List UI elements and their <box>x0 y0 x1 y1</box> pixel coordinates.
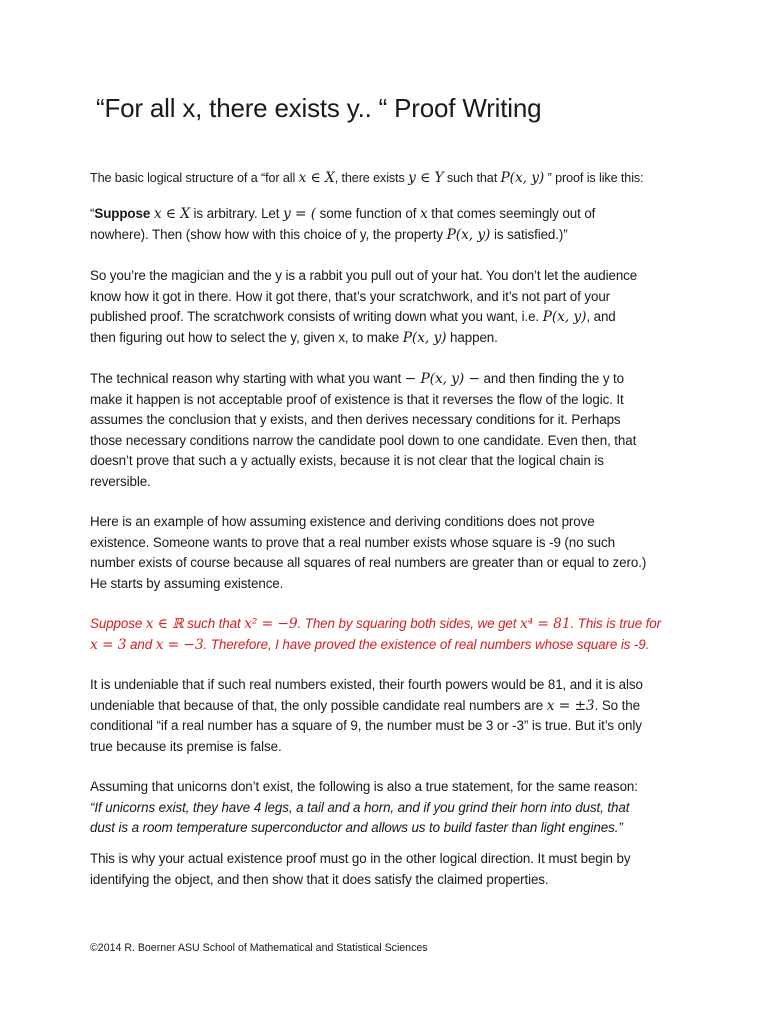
math-expression: x ∈ ℝ <box>145 616 184 632</box>
text-line: It is undeniable that if such real numbers existed, their fourth powers would be 81, and it is also <box>90 677 643 692</box>
text-line: This is why your actual existence proof must go in the other logical direction. It must begin by <box>90 851 631 866</box>
text-line <box>90 635 661 656</box>
text-line <box>90 696 643 717</box>
text-line: true because its premise is false. <box>90 738 282 754</box>
math-expression: P(x, y) <box>402 329 447 346</box>
text-run: happen. <box>446 329 498 345</box>
magician-paragraph <box>90 266 637 348</box>
text-line: So you’re the magician and the y is a rabbit you pull out of your hat. You don’t let the audience <box>90 268 638 283</box>
text-run: . This is true for <box>570 616 661 631</box>
text-run: such that <box>443 171 501 185</box>
intro-paragraph <box>90 168 644 189</box>
copyright-footer: ©2014 R. Boerner ASU School of Mathematical and Statistical Sciences <box>90 942 428 954</box>
page-title: “For all x, there exists y.. “ Proof Writing <box>96 93 542 123</box>
math-expression: x ∈ X <box>298 170 335 186</box>
text-run: . Therefore, I have proved the existence of real numbers whose square is -9. <box>203 636 650 652</box>
math-expression: x² = −9 <box>244 616 298 632</box>
text-run: undeniable that because of that, the only possible candidate real numbers are <box>90 697 547 713</box>
math-expression: y = ( <box>283 206 317 222</box>
text-run: ” proof is like this: <box>544 171 644 185</box>
text-line: conditional “if a real number has a square of 9, the number must be 3 or -3” is true. But it’s only <box>90 718 642 733</box>
math-expression: x = ±3 <box>546 697 595 714</box>
undeniable-paragraph <box>90 675 643 757</box>
text-run: and <box>126 636 156 652</box>
flawed-proof-example <box>90 614 661 655</box>
math-expression: P(x, y) <box>500 170 545 186</box>
text-run: , and <box>586 309 616 324</box>
text-run: and then finding the y to <box>479 371 625 386</box>
math-expression: − P(x, y) − <box>404 371 480 387</box>
text-run: is satisfied.)” <box>490 226 568 242</box>
text-line: Assuming that unicorns don’t exist, the following is also a true statement, for the same reason: <box>90 779 638 794</box>
math-expression: x⁴ = 81 <box>520 616 571 632</box>
text-run: such that <box>183 616 245 631</box>
text-run: is arbitrary. Let <box>189 206 284 221</box>
math-expression: x ∈ X <box>153 206 190 222</box>
proof-template-paragraph <box>90 204 595 245</box>
text-run: some function of <box>316 206 420 221</box>
technical-reason-paragraph <box>90 369 636 492</box>
text-line <box>90 307 637 328</box>
text-run: “ <box>90 206 95 221</box>
conclusion-paragraph <box>90 849 630 890</box>
text-run: published proof. The scratchwork consists of writing down what you want, i.e. <box>90 309 543 324</box>
text-run: that comes seemingly out of <box>427 206 596 221</box>
math-expression: x = −3 <box>155 636 204 653</box>
math-expression: P(x, y) <box>542 309 587 325</box>
text-run: . So the <box>594 697 640 713</box>
text-run: then figuring out how to select the y, given x, to make <box>90 329 403 345</box>
text-line <box>90 204 595 225</box>
math-expression: x <box>419 206 428 222</box>
unicorn-paragraph <box>90 777 638 839</box>
text-run: Suppose <box>90 616 146 631</box>
text-line: Here is an example of how assuming existence and deriving conditions does not prove <box>90 514 595 529</box>
text-run: nowhere). Then (show how with this choice of y, the property <box>90 226 447 242</box>
text-line <box>90 369 636 390</box>
text-run: Suppose <box>94 206 154 221</box>
math-expression: x = 3 <box>90 636 127 653</box>
text-line: dust is a room temperature superconductor and allows us to build faster than light engines.” <box>90 820 623 835</box>
text-run: The technical reason why starting with what you want <box>90 371 405 386</box>
text-line: number exists of course because all squares of real numbers are greater than or equal to zero.) <box>90 555 647 570</box>
math-expression: P(x, y) <box>446 226 491 243</box>
text-line: He starts by assuming existence. <box>90 575 284 591</box>
math-expression: y ∈ Y <box>408 170 444 186</box>
text-line: “If unicorns exist, they have 4 legs, a tail and a horn, and if you grind their horn into dust, that <box>90 799 630 815</box>
text-line <box>90 168 644 189</box>
text-line <box>90 614 661 635</box>
text-line: make it happen is not acceptable proof of existence is that it reverses the flow of the logic. It <box>90 391 624 407</box>
text-line: reversible. <box>90 473 151 489</box>
text-run: . Then by squaring both sides, we get <box>297 616 521 631</box>
example-intro-paragraph <box>90 512 646 594</box>
text-line: know how it got in there. How it got there, that’s your scratchwork, and it’s not part of your <box>90 288 611 304</box>
text-line: assumes the conclusion that y exists, and then derives necessary conditions for it. Perhaps <box>90 412 621 427</box>
text-line <box>90 225 595 246</box>
text-line <box>90 328 637 349</box>
text-line: identifying the object, and then show that it does satisfy the claimed properties. <box>90 871 549 887</box>
text-line: existence. Someone wants to prove that a real number exists whose square is -9 (no such <box>90 534 615 550</box>
text-line: those necessary conditions narrow the candidate pool down to one candidate. Even then, that <box>90 432 637 448</box>
text-run: , there exists <box>334 171 409 185</box>
text-run: The basic logical structure of a “for all <box>90 171 299 185</box>
text-line: doesn’t prove that such a y actually exists, because it is not clear that the logical chain is <box>90 453 604 468</box>
